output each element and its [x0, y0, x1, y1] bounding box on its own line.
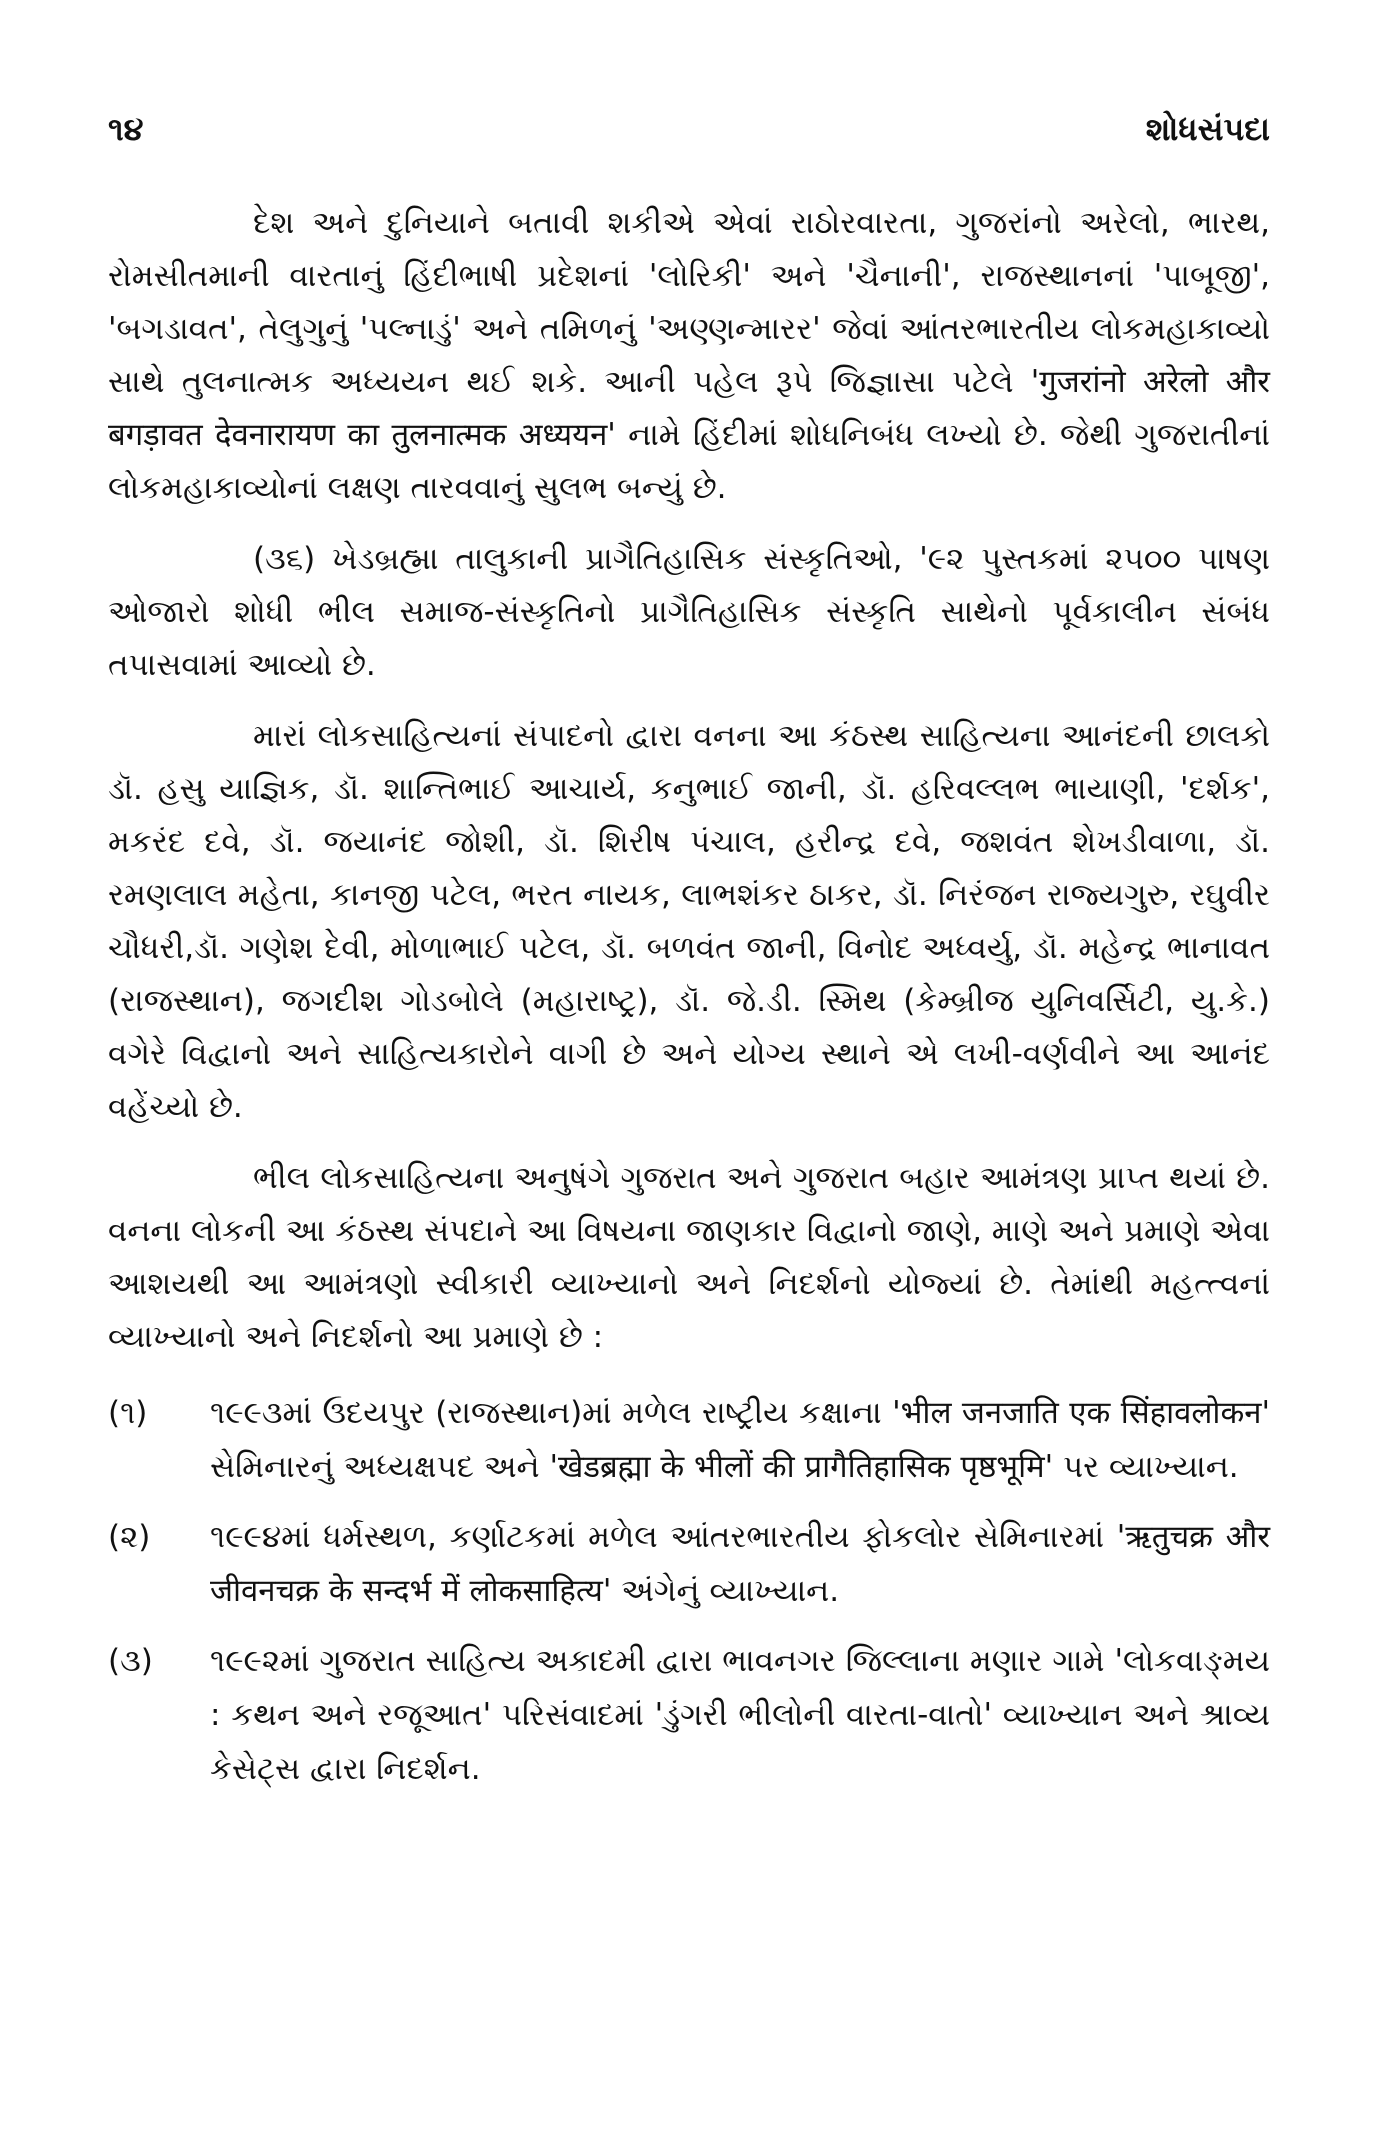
list-item-number: (૧): [108, 1395, 148, 1431]
page-header: [108, 110, 1270, 149]
lectures-list: [108, 1386, 1270, 1796]
list-item-number: (૨): [108, 1519, 151, 1555]
paragraph-scholars: મારાં લોકસાહિત્યનાં સંપાદનો દ્વારા વનના આ કંઠસ્થ સાહિત્યના આનંદની છાલકો ડૉ. હસુ યાજ્ઞિક, ડૉ. શાન્તિભાઈ આચાર્ય, કનુભાઈ જાની, ડૉ. હરિવલ્લભ ભાયાણી, 'દર્શક', મકરંદ દવે, ડૉ. જયાનંદ જોશી, ડૉ. શિરીષ પંચાલ, હરીન્દ્ર દવે, જશવંત શેખડીવાળા, ડૉ. રમણલાલ મહેતા, કાનજી પટેલ, ભરત નાયક, લાભશંકર ઠાકર, ડૉ. નિરંજન રાજ્યગુરુ, રઘુવીર ચૌધરી,ડૉ. ગણેશ દેવી, મોળાભાઈ પટેલ, ડૉ. બળવંત જાની, વિનોદ અધ્વર્યુ, ડૉ. મહેન્દ્ર ભાનાવત (રાજસ્થાન), જગદીશ ગોડબોલે (મહારાષ્ટ્ર), ડૉ. જે.ડી. સ્મિથ (કેમ્બ્રીજ યુનિવર્સિટી, યુ.કે.) વગેરે વિદ્વાનો અને સાહિત્યકારોને વાગી છે અને યોગ્ય સ્થાને એ લખી-વર્ણવીને આ આનંદ વહેંચ્યો છે.: [108, 718, 1270, 1125]
running-title: શોધસંપદા: [1145, 110, 1270, 148]
list-item: [108, 1634, 1270, 1796]
paragraph-invitations: ભીલ લોકસાહિત્યના અનુષંગે ગુજરાત અને ગુજરાત બહાર આમંત્રણ પ્રાપ્ત થયાં છે. વનના લોકની આ કંઠસ્થ સંપદાને આ વિષયના જાણકાર વિદ્વાનો જાણે, માણે અને પ્રમાણે એવા આશયથી આ આમંત્રણો સ્વીકારી વ્યાખ્યાનો અને નિદર્શનો યોજ્યાં છે. તેમાંથી મહત્ત્વનાં વ્યાખ્યાનો અને નિદર્શનો આ પ્રમાણે છે :: [108, 1160, 1270, 1355]
page-number: ૧૪: [108, 110, 144, 148]
list-item: [108, 1386, 1270, 1494]
list-item-text: ૧૯૯૩માં ઉદયપુર (રાજસ્થાન)માં મળેલ રાષ્ટ્રીય કક્ષાના 'भील जनजाति एक सिंहावलोकन' સેમિનારનું અધ્યક્ષપદ અને 'खेडब्रह्मा के भीलों की प्रागैतिहासिक पृष्ठभूमि' પર વ્યાખ્યાન.: [210, 1395, 1270, 1485]
list-item-text: ૧૯૯૪માં ધર્મસ્થળ, કર્ણાટકમાં મળેલ આંતરભારતીય ફોકલોર સેમિનારમાં 'ऋतुचक्र और जीवनचक्र के सन्दर्भ में लोकसाहित्य' અંગેનું વ્યાખ્યાન.: [210, 1519, 1270, 1609]
list-item: [108, 1510, 1270, 1618]
paragraph-prehistoric: (૩૬) ખેડબ્રહ્મા તાલુકાની પ્રાગૈતિહાસિક સંસ્કૃતિઓ, '૯૨ પુસ્તકમાં ૨૫૦૦ પાષણ ઓજારો શોધી ભીલ સમાજ-સંસ્કૃતિનો પ્રાગૈતિહાસિક સંસ્કૃતિ સાથેનો પૂર્વકાલીન સંબંધ તપાસવામાં આવ્યો છે.: [108, 541, 1270, 683]
list-item-text: ૧૯૯૨માં ગુજરાત સાહિત્ય અકાદમી દ્વારા ભાવનગર જિલ્લાના મણાર ગામે 'લોકવાઙ્મય : કથન અને રજૂઆત' પરિસંવાદમાં 'ડુંગરી ભીલોની વારતા-વાતો' વ્યાખ્યાન અને શ્રાવ્ય કેસેટ્સ દ્વારા નિદર્શન.: [210, 1643, 1270, 1787]
list-item-number: (૩): [108, 1643, 153, 1679]
paragraph-epics: દેશ અને દુનિયાને બતાવી શકીએ એવાં રાઠોરવારતા, ગુજરાંનો અરેલો, ભારથ, રોમસીતમાની વારતાનું હિંદીભાષી પ્રદેશનાં 'લોરિકી' અને 'ચૈનાની', રાજસ્થાનનાં 'પાબૂજી', 'બગડાવત', તેલુગુનું 'પલ્નાડું' અને તમિળનું 'અણ્ણન્મારર' જેવાં આંતરભારતીય લોકમહાકાવ્યો સાથે તુલનાત્મક અધ્યયન થઈ શકે. આની પહેલ રૂપે જિજ્ઞાસા પટેલે 'गुजरांनो अरेलो और बगड़ावत देवनारायण का तुलनात्मक अध्ययन' નામે હિંદીમાં શોધનિબંધ લખ્યો છે. જેથી ગુજરાતીનાં લોકમહાકાવ્યોનાં લક્ષણ તારવવાનું સુલભ બન્યું છે.: [108, 205, 1270, 506]
